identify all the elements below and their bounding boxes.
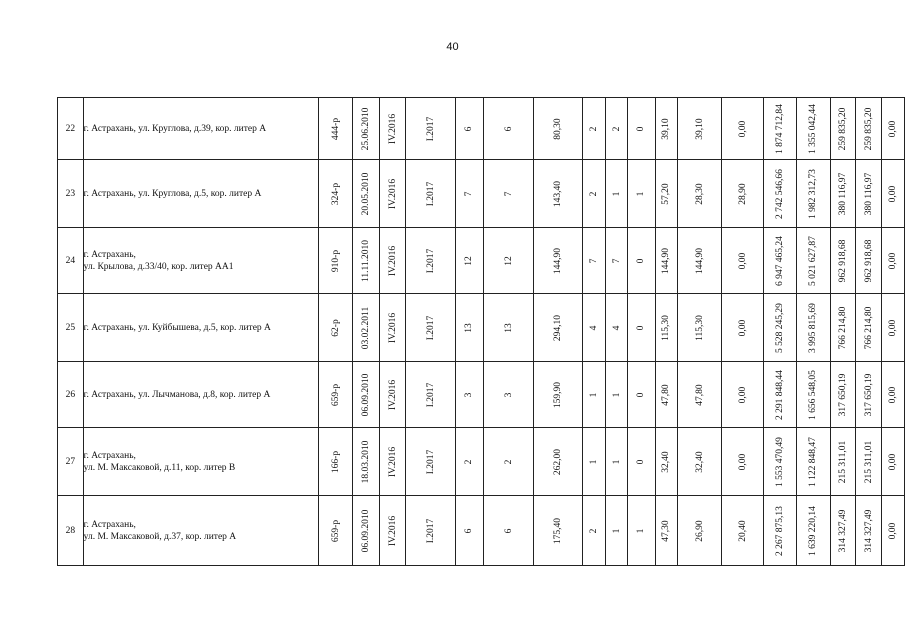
actual-period-cell (406, 98, 456, 160)
planned-period: IV.2016 (387, 312, 398, 343)
cost-region-cell (830, 228, 855, 294)
total-area-cell (534, 160, 583, 228)
cost-region: 766 214,80 (837, 306, 848, 349)
area-a-cell (678, 228, 722, 294)
premises-a-cell (605, 98, 627, 160)
resolution-date-cell (352, 496, 379, 566)
premises-b: 1 (636, 528, 647, 533)
cost-total: 2 291 848,44 (775, 369, 786, 420)
total-area: 144,90 (553, 247, 564, 274)
cost-total-cell (764, 294, 797, 362)
resolution-number-cell (319, 496, 352, 566)
cost-local: 962 918,68 (863, 239, 874, 282)
area-total-cell (655, 228, 677, 294)
row-number: 22 (58, 98, 84, 160)
count-resettled: 7 (503, 191, 514, 196)
resolution-date-cell (352, 362, 379, 428)
count-total-cell (456, 294, 483, 362)
premises-b: 0 (636, 459, 647, 464)
cost-fund-cell (797, 362, 830, 428)
actual-period-cell (406, 160, 456, 228)
total-area: 262,00 (553, 448, 564, 475)
cost-region-cell (830, 294, 855, 362)
premises-a-cell (605, 228, 627, 294)
planned-period: IV.2016 (387, 515, 398, 546)
address-line: г. Астрахань, (83, 249, 136, 260)
resolution-number-cell (319, 294, 352, 362)
resolution-date-cell (352, 294, 379, 362)
total-area-cell (534, 228, 583, 294)
count-resettled-cell (483, 428, 534, 496)
premises-b-cell (628, 428, 655, 496)
count-total-cell (456, 362, 483, 428)
resolution-number: 659-р (330, 519, 341, 542)
premises-b: 0 (636, 325, 647, 330)
total-area: 143,40 (553, 180, 564, 207)
cost-local-cell (855, 362, 881, 428)
address-cell (83, 428, 319, 496)
row-number: 26 (58, 362, 84, 428)
row-number: 23 (58, 160, 84, 228)
count-total-cell (456, 160, 483, 228)
cost-fund: 1 639 220,14 (808, 505, 819, 556)
area-total: 47,80 (661, 383, 672, 406)
count-resettled: 6 (503, 528, 514, 533)
count-total: 3 (464, 392, 475, 397)
row-number: 27 (58, 428, 84, 496)
total-area-cell (534, 294, 583, 362)
table-row (58, 228, 905, 294)
cost-local: 380 116,97 (863, 172, 874, 215)
premises-b-cell (628, 294, 655, 362)
address-cell (83, 160, 319, 228)
cost-fund-cell (797, 228, 830, 294)
cost-fund-cell (797, 428, 830, 496)
area-a: 47,80 (694, 383, 705, 406)
premises-b: 0 (636, 126, 647, 131)
area-b: 28,90 (737, 182, 748, 205)
cost-total: 5 528 245,29 (775, 302, 786, 353)
cost-fund-cell (797, 496, 830, 566)
total-area-cell (534, 98, 583, 160)
count-total: 6 (464, 528, 475, 533)
cost-region-cell (830, 160, 855, 228)
address-line: ул. М. Максаковой, д.37, кор. литер А (83, 531, 237, 542)
resolution-number-cell (319, 228, 352, 294)
planned-period-cell (380, 160, 406, 228)
table-row (58, 160, 905, 228)
address-cell (83, 362, 319, 428)
premises-total: 1 (589, 392, 600, 397)
area-total: 39,10 (661, 117, 672, 140)
premises-a: 2 (611, 126, 622, 131)
resolution-number-cell (319, 160, 352, 228)
area-a-cell (678, 98, 722, 160)
cost-region-cell (830, 428, 855, 496)
premises-total: 2 (589, 126, 600, 131)
actual-period: I.2017 (425, 315, 436, 340)
planned-period-cell (380, 496, 406, 566)
cost-total: 1 553 470,49 (775, 436, 786, 487)
area-b: 0,00 (737, 252, 748, 269)
cost-fund: 5 021 627,87 (808, 235, 819, 286)
resolution-date: 25.06.2010 (360, 107, 371, 150)
cost-region: 962 918,68 (837, 239, 848, 282)
address-line: г. Астрахань, ул. Круглова, д.5, кор. литер А (83, 188, 262, 199)
area-a: 32,40 (694, 450, 705, 473)
page-number: 40 (446, 41, 459, 53)
address-line: г. Астрахань, (83, 519, 136, 530)
row-number: 28 (58, 496, 84, 566)
cost-other: 0,00 (888, 252, 899, 269)
count-total-cell (456, 228, 483, 294)
count-resettled: 13 (503, 322, 514, 333)
planned-period: IV.2016 (387, 245, 398, 276)
actual-period: I.2017 (425, 518, 436, 543)
planned-period: IV.2016 (387, 379, 398, 410)
resolution-date: 06.09.2010 (360, 509, 371, 552)
planned-period-cell (380, 228, 406, 294)
resolution-number-cell (319, 98, 352, 160)
cost-fund-cell (797, 98, 830, 160)
area-a: 26,90 (694, 519, 705, 542)
resolution-number: 166-р (330, 450, 341, 473)
table-row (58, 496, 905, 566)
cost-fund: 3 995 815,69 (808, 302, 819, 353)
cost-local-cell (855, 228, 881, 294)
area-a-cell (678, 294, 722, 362)
cost-region: 259 835,20 (837, 107, 848, 150)
resolution-date-cell (352, 98, 379, 160)
resolution-number-cell (319, 428, 352, 496)
premises-a-cell (605, 362, 627, 428)
actual-period: I.2017 (425, 181, 436, 206)
planned-period: IV.2016 (387, 178, 398, 209)
actual-period: I.2017 (425, 382, 436, 407)
address-cell (83, 496, 319, 566)
area-total: 57,20 (661, 182, 672, 205)
planned-period-cell (380, 294, 406, 362)
premises-total-cell (583, 294, 605, 362)
count-resettled: 3 (503, 392, 514, 397)
planned-period-cell (380, 98, 406, 160)
cost-fund: 1 355 042,44 (808, 103, 819, 154)
cost-region: 314 327,49 (837, 509, 848, 552)
cost-local: 314 327,49 (863, 509, 874, 552)
cost-other-cell (882, 294, 905, 362)
premises-a: 1 (611, 528, 622, 533)
premises-b: 1 (636, 191, 647, 196)
cost-other: 0,00 (888, 453, 899, 470)
actual-period-cell (406, 294, 456, 362)
cost-region: 215 311,01 (837, 440, 848, 483)
area-total: 115,30 (661, 314, 672, 341)
resolution-date-cell (352, 160, 379, 228)
count-resettled-cell (483, 98, 534, 160)
cost-other-cell (882, 160, 905, 228)
count-total: 6 (464, 126, 475, 131)
cost-fund: 1 656 548,05 (808, 369, 819, 420)
cost-region-cell (830, 98, 855, 160)
address-line: ул. Крылова, д.33/40, кор. литер АА1 (83, 261, 234, 272)
housing-registry-table (57, 97, 905, 566)
address-line: г. Астрахань, ул. Лычманова, д.8, кор. литер А (83, 389, 271, 400)
premises-total-cell (583, 228, 605, 294)
address-cell (83, 98, 319, 160)
cost-other: 0,00 (888, 522, 899, 539)
actual-period: I.2017 (425, 116, 436, 141)
address-line: ул. М. Максаковой, д.11, кор. литер В (83, 462, 236, 473)
premises-total-cell (583, 98, 605, 160)
count-total-cell (456, 496, 483, 566)
total-area-cell (534, 362, 583, 428)
area-a-cell (678, 496, 722, 566)
cost-total: 2 267 875,13 (775, 505, 786, 556)
premises-b-cell (628, 160, 655, 228)
count-resettled: 12 (503, 255, 514, 266)
area-total-cell (655, 428, 677, 496)
area-total: 144,90 (661, 247, 672, 274)
total-area-cell (534, 496, 583, 566)
count-resettled-cell (483, 362, 534, 428)
actual-period-cell (406, 428, 456, 496)
premises-a: 4 (611, 325, 622, 330)
area-total-cell (655, 362, 677, 428)
count-total: 2 (464, 459, 475, 464)
cost-region-cell (830, 362, 855, 428)
cost-total-cell (764, 98, 797, 160)
resolution-date: 20.05.2010 (360, 172, 371, 215)
cost-region: 317 650,19 (837, 373, 848, 416)
total-area: 159,90 (553, 381, 564, 408)
planned-period-cell (380, 428, 406, 496)
cost-total-cell (764, 160, 797, 228)
cost-local: 215 311,01 (863, 440, 874, 483)
area-b-cell (722, 294, 764, 362)
address-line: г. Астрахань, ул. Куйбышева, д.5, кор. литер А (83, 322, 271, 333)
cost-total-cell (764, 428, 797, 496)
resolution-date: 03.02.2011 (360, 306, 371, 349)
area-total-cell (655, 160, 677, 228)
actual-period-cell (406, 362, 456, 428)
area-a-cell (678, 362, 722, 428)
area-b: 20,40 (737, 519, 748, 542)
premises-a: 1 (611, 459, 622, 464)
resolution-date-cell (352, 428, 379, 496)
cost-other: 0,00 (888, 120, 899, 137)
resolution-number: 910-р (330, 249, 341, 272)
premises-a-cell (605, 428, 627, 496)
area-b-cell (722, 228, 764, 294)
cost-other-cell (882, 428, 905, 496)
resolution-date: 06.09.2010 (360, 373, 371, 416)
actual-period: I.2017 (425, 449, 436, 474)
premises-b-cell (628, 98, 655, 160)
address-line: г. Астрахань, (83, 450, 136, 461)
cost-total: 2 742 546,66 (775, 168, 786, 219)
cost-region-cell (830, 496, 855, 566)
cost-local-cell (855, 160, 881, 228)
cost-total-cell (764, 496, 797, 566)
cost-local-cell (855, 496, 881, 566)
resolution-number: 444-р (330, 117, 341, 140)
premises-b: 0 (636, 392, 647, 397)
cost-local-cell (855, 98, 881, 160)
premises-b: 0 (636, 258, 647, 263)
area-a: 144,90 (694, 247, 705, 274)
count-total: 13 (464, 322, 475, 333)
premises-total-cell (583, 428, 605, 496)
cost-total-cell (764, 362, 797, 428)
area-b: 0,00 (737, 120, 748, 137)
cost-fund: 1 122 848,47 (808, 436, 819, 487)
premises-total-cell (583, 496, 605, 566)
premises-total-cell (583, 362, 605, 428)
table-row (58, 362, 905, 428)
planned-period: IV.2016 (387, 446, 398, 477)
total-area: 294,10 (553, 314, 564, 341)
cost-other-cell (882, 362, 905, 428)
resolution-number: 324-р (330, 182, 341, 205)
premises-a-cell (605, 160, 627, 228)
cost-other-cell (882, 98, 905, 160)
cost-total-cell (764, 228, 797, 294)
area-a-cell (678, 160, 722, 228)
area-a: 39,10 (694, 117, 705, 140)
area-b-cell (722, 428, 764, 496)
premises-b-cell (628, 496, 655, 566)
count-total-cell (456, 428, 483, 496)
cost-other: 0,00 (888, 185, 899, 202)
count-resettled-cell (483, 228, 534, 294)
area-total: 47,30 (661, 519, 672, 542)
resolution-number: 62-р (330, 318, 341, 337)
address-line: г. Астрахань, ул. Круглова, д.39, кор. литер А (83, 123, 267, 134)
area-b: 0,00 (737, 386, 748, 403)
cost-fund-cell (797, 294, 830, 362)
cost-local-cell (855, 428, 881, 496)
row-number: 25 (58, 294, 84, 362)
cost-other-cell (882, 228, 905, 294)
count-resettled-cell (483, 294, 534, 362)
area-b-cell (722, 362, 764, 428)
area-b-cell (722, 98, 764, 160)
resolution-date-cell (352, 228, 379, 294)
cost-local-cell (855, 294, 881, 362)
row-number: 24 (58, 228, 84, 294)
premises-total: 2 (589, 191, 600, 196)
resolution-number-cell (319, 362, 352, 428)
area-b-cell (722, 160, 764, 228)
cost-fund-cell (797, 160, 830, 228)
area-a: 115,30 (694, 314, 705, 341)
resolution-date: 11.11.2010 (360, 239, 371, 282)
area-total: 32,40 (661, 450, 672, 473)
premises-a-cell (605, 294, 627, 362)
area-b: 0,00 (737, 453, 748, 470)
cost-total: 1 874 712,84 (775, 103, 786, 154)
total-area-cell (534, 428, 583, 496)
count-resettled: 2 (503, 459, 514, 464)
cost-local: 259 835,20 (863, 107, 874, 150)
cost-local: 317 650,19 (863, 373, 874, 416)
planned-period: IV.2016 (387, 113, 398, 144)
premises-total: 1 (589, 459, 600, 464)
table-row (58, 294, 905, 362)
area-a: 28,30 (694, 182, 705, 205)
actual-period-cell (406, 496, 456, 566)
address-cell (83, 228, 319, 294)
area-b-cell (722, 496, 764, 566)
table-row (58, 98, 905, 160)
area-a-cell (678, 428, 722, 496)
premises-total-cell (583, 160, 605, 228)
cost-local: 766 214,80 (863, 306, 874, 349)
area-b: 0,00 (737, 319, 748, 336)
area-total-cell (655, 496, 677, 566)
cost-other: 0,00 (888, 386, 899, 403)
address-cell (83, 294, 319, 362)
total-area: 175,40 (553, 517, 564, 544)
cost-total: 6 947 465,24 (775, 235, 786, 286)
actual-period: I.2017 (425, 248, 436, 273)
premises-a: 1 (611, 191, 622, 196)
premises-a: 1 (611, 392, 622, 397)
table-row (58, 428, 905, 496)
resolution-number: 659-р (330, 383, 341, 406)
area-total-cell (655, 294, 677, 362)
cost-region: 380 116,97 (837, 172, 848, 215)
premises-total: 7 (589, 258, 600, 263)
planned-period-cell (380, 362, 406, 428)
count-resettled: 6 (503, 126, 514, 131)
cost-other: 0,00 (888, 319, 899, 336)
area-total-cell (655, 98, 677, 160)
actual-period-cell (406, 228, 456, 294)
count-resettled-cell (483, 160, 534, 228)
count-resettled-cell (483, 496, 534, 566)
premises-total: 2 (589, 528, 600, 533)
count-total: 7 (464, 191, 475, 196)
premises-b-cell (628, 228, 655, 294)
count-total: 12 (464, 255, 475, 266)
premises-a: 7 (611, 258, 622, 263)
cost-other-cell (882, 496, 905, 566)
premises-total: 4 (589, 325, 600, 330)
premises-a-cell (605, 496, 627, 566)
resolution-date: 18.03.2010 (360, 440, 371, 483)
premises-b-cell (628, 362, 655, 428)
count-total-cell (456, 98, 483, 160)
cost-fund: 1 982 312,73 (808, 168, 819, 219)
total-area: 80,30 (553, 117, 564, 140)
